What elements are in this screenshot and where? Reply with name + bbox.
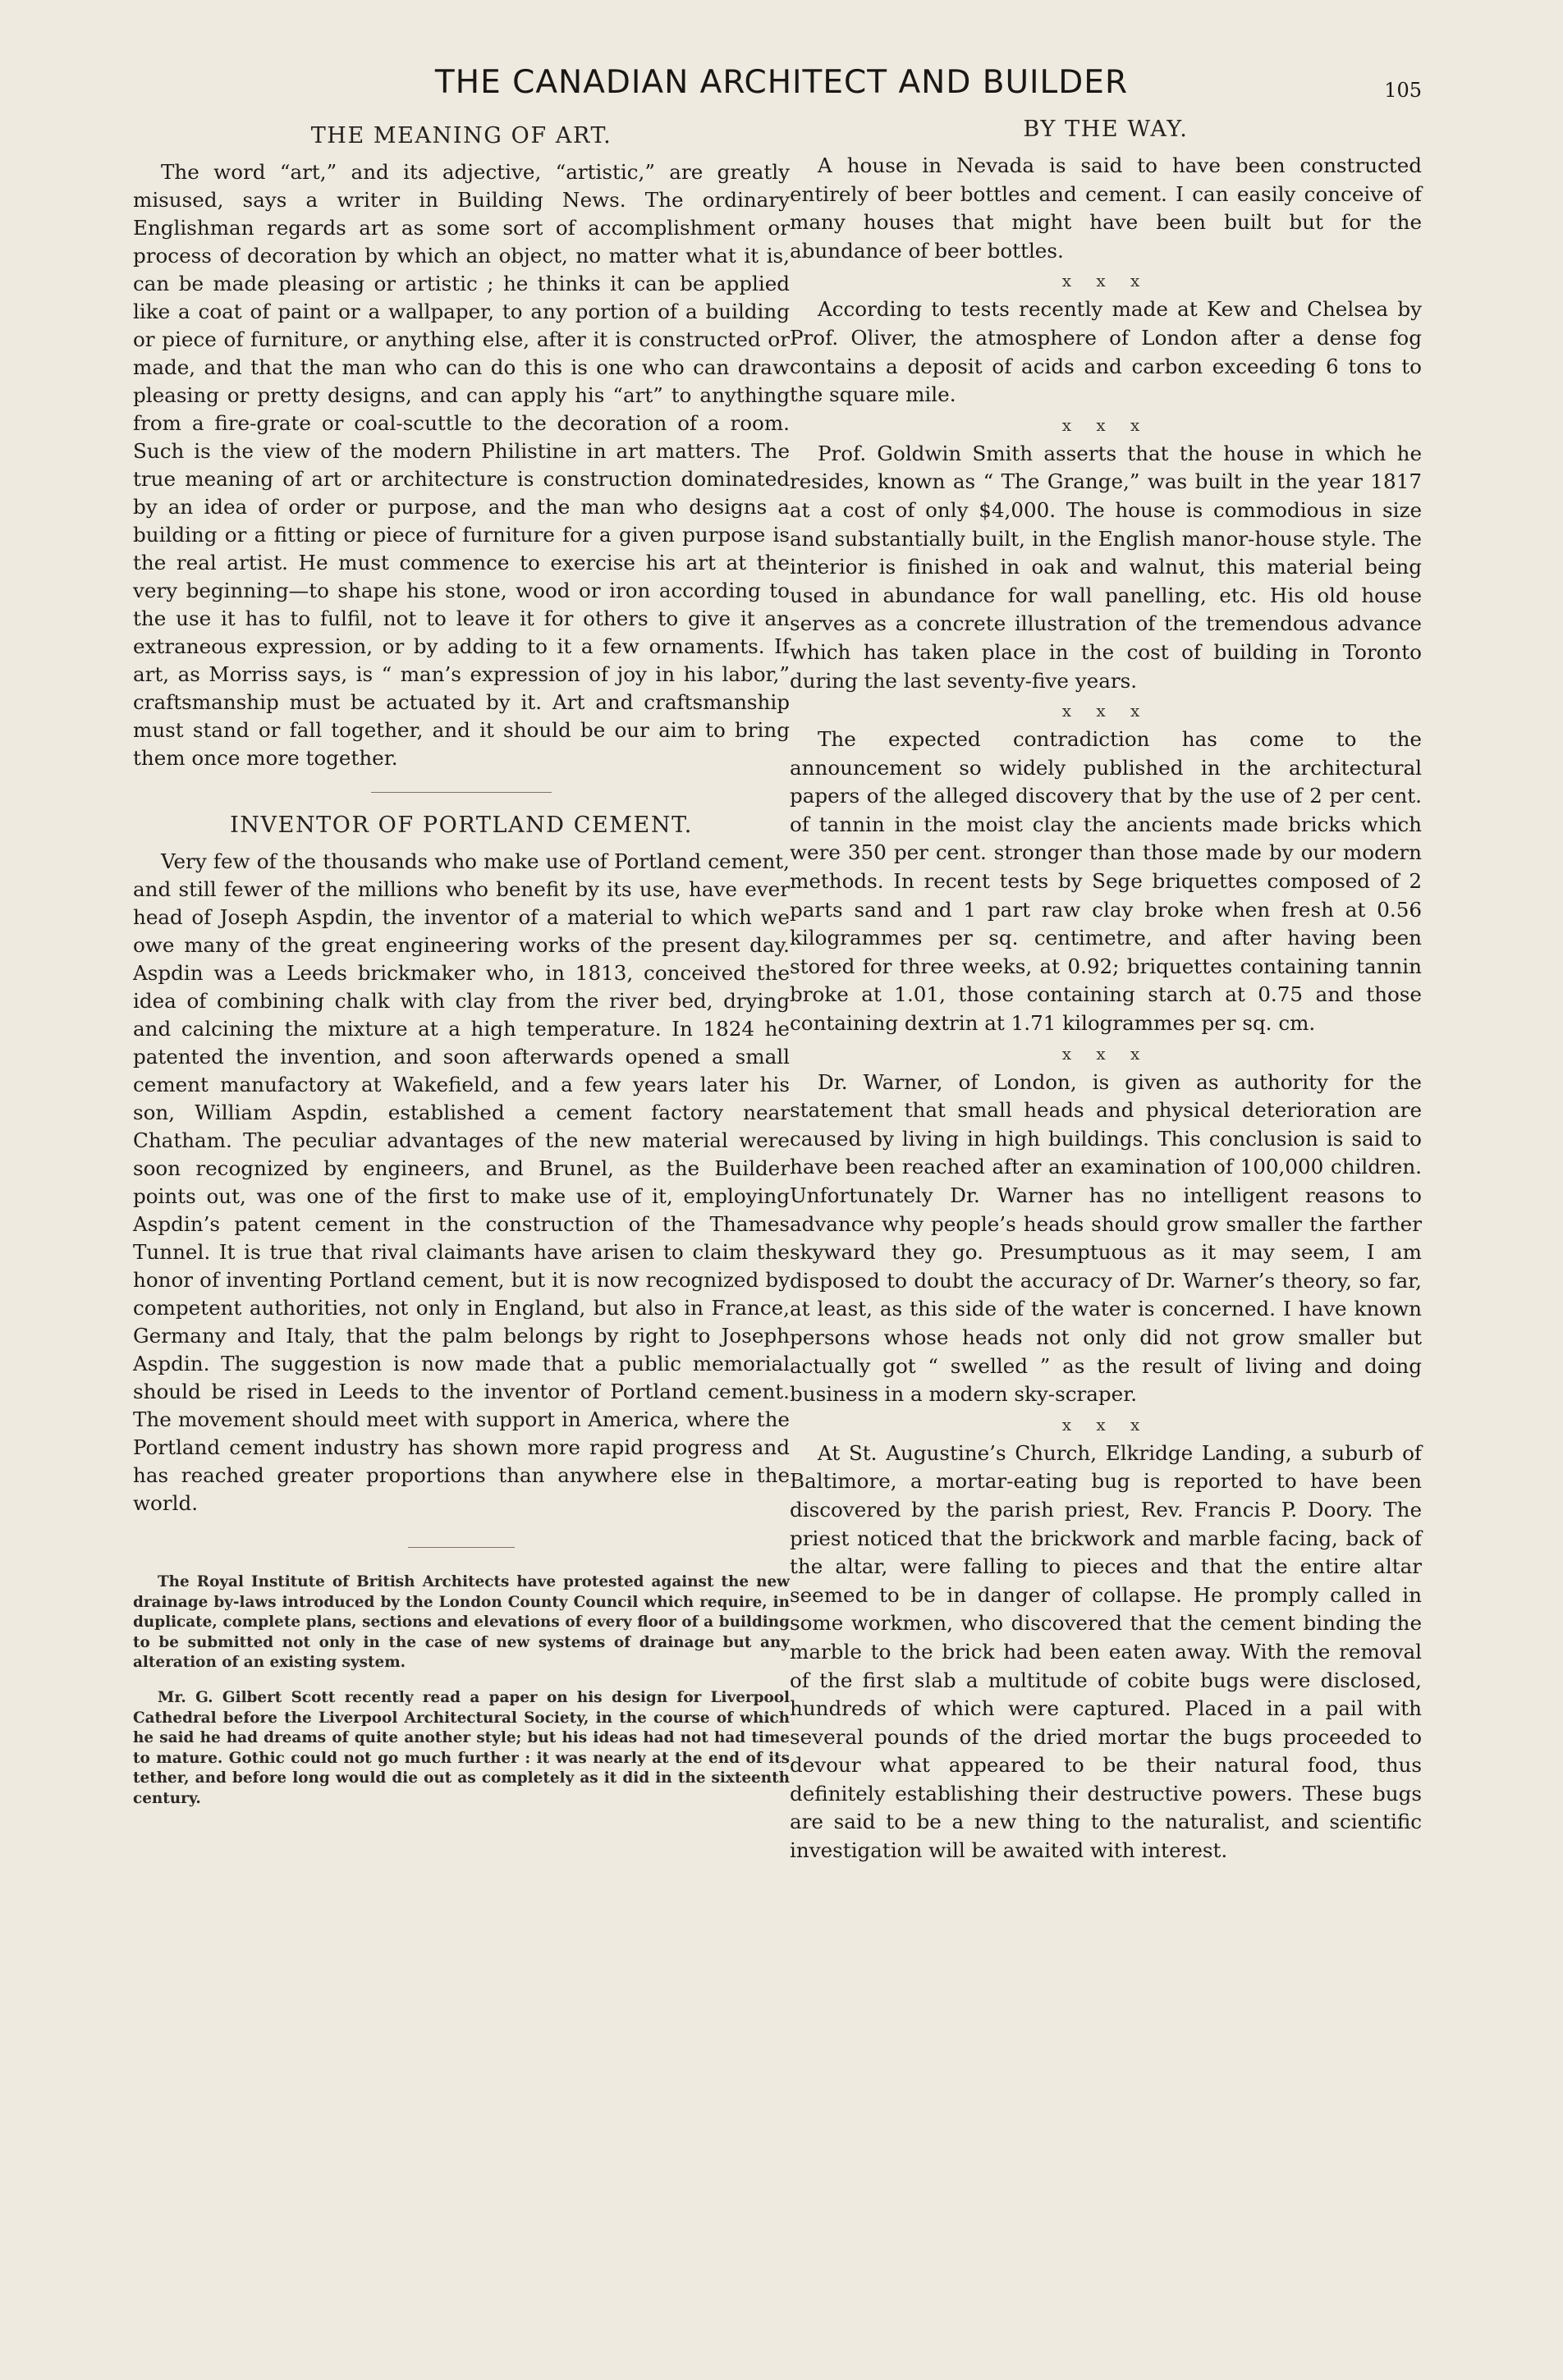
article-paragraph: The word “art,” and its adjective, “artistic,” are greatly misused, says a writer in Building News. The ordinary Englishman regards art as some sort of accomplishment or process of decoration by which an object, no matter what it is, can be made pleasing or artistic ; he thinks it can be applied like a coat of paint or a wallpaper, to any portion of a building or piece of furniture, or anything else, after it is constructed or made, and that the man who can do this is one who can draw pleasing or pretty designs, and can apply his “art” to anything from a fire-grate or coal-scuttle to the decoration of a room. Such is the view of the modern Philistine in art matters. The true meaning of art or architecture is construction dominated by an idea of order or purpose, and the man who designs a building or a fitting or piece of furniture for a given purpose is the real artist. He must commence to exercise his art at the very beginning—to shape his stone, wood or iron according to the use it has to fulfil, not to leave it for others to give it an extraneous expression, or by adding to it a few ornaments. If art, as Morriss says, is “ man’s expression of joy in his labor,” craftsmanship must be actuated by it. Art and craftsmanship must stand or fall together, and it should be our aim to bring them once more together. (133, 160, 790, 770)
item-separator: x x x (1061, 414, 1150, 435)
running-head (0, 64, 1563, 110)
notes (133, 1572, 790, 1810)
item-paragraph: Dr. Warner, of London, is given as authority for the statement that small heads and physical deterioration are caused by living in high buildings. This conclusion is said to have been reached after an examination of 100,000 children. Unfortunately Dr. Warner has no intelligent reasons to advance why people’s heads should grow smaller the farther skyward they go. Presumptuous as it may seem, I am disposed to doubt the accuracy of Dr. Warner’s theory, so far, at least, as this side of the water is concerned. I have known persons whose heads not only did not grow smaller but actually got “ swelled ” as the result of living and doing business in a modern sky-scraper. (790, 1069, 1422, 1407)
item-separator: x x x (1061, 1414, 1150, 1435)
section-divider (371, 792, 552, 793)
item-separator: x x x (1061, 271, 1150, 291)
right-column (790, 117, 1422, 1865)
note-paragraph: The Royal Institute of British Architects have protested against the new drainage by-laws introduced by the London County Council which require, in duplicate, complete plans, sections and elevations of every floor of a building to be submitted not only in the case of new systems of drainage but any alteration of an existing system. (133, 1573, 790, 1672)
column-heading: BY THE WAY. (1023, 117, 1189, 142)
article-paragraph: Very few of the thousands who make use of Portland cement, and still fewer of the millions who benefit by its use, have ever head of Joseph Aspdin, the inventor of a material to which we owe many of the great engineering works of the present day. Aspdin was a Leeds brickmaker who, in 1813, conceived the idea of combining chalk with clay from the river bed, drying and calcining the mixture at a high temperature. In 1824 he patented the invention, and soon afterwards opened a small cement manufactory at Wakefield, and a few years later his son, William Aspdin, established a cement factory near Chatham. The peculiar advantages of the new material were soon recognized by engineers, and Brunel, as the Builder points out, was one of the first to make use of it, employing Aspdin’s patent cement in the construction of the Thames Tunnel. It is true that rival claimants have arisen to claim the honor of inventing Portland cement, but it is now recognized by competent authorities, not only in England, but also in France, Germany and Italy, that the palm belongs by right to Joseph Aspdin. The suggestion is now made that a public memorial should be rised in Leeds to the inventor of Portland cement. The movement should meet with support in America, where the Portland cement industry has shown more rapid progress and has reached greater proportions than anywhere else in the world. (133, 849, 790, 1515)
left-column (133, 117, 790, 1824)
item-paragraph: The expected contradiction has come to the announcement so widely published in the architectural papers of the alleged discovery that by the use of 2 per cent. of tannin in the moist clay the ancients made bricks which were 350 per cent. stronger than those made by our modern methods. In recent tests by Sege briquettes composed of 2 parts sand and 1 part raw clay broke when fresh at 0.56 kilogrammes per sq. centimetre, and after having been stored for three weeks, at 0.92; briquettes containing tannin broke at 1.01, those containing starch at 0.75 and those containing dextrin at 1.71 kilogrammes per sq. cm. (790, 727, 1422, 1036)
article-heading: INVENTOR OF PORTLAND CEMENT. (230, 812, 693, 838)
item-separator: x x x (1061, 1043, 1150, 1064)
item-paragraph: A house in Nevada is said to have been constructed entirely of beer bottles and cement. I can easily conceive of many houses that might have been built but for the abundance of beer bottles. (790, 153, 1422, 263)
article-heading: THE MEANING OF ART. (310, 123, 612, 149)
article-meaning-of-art (133, 123, 790, 772)
section-divider (408, 1547, 515, 1548)
page-number: 105 (1384, 79, 1422, 102)
article-inventor-portland-cement (133, 812, 790, 1517)
item-paragraph: At St. Augustine’s Church, Elkridge Landing, a suburb of Baltimore, a mortar-eating bug is reported to have been discovered by the parish priest, Rev. Francis P. Doory. The priest noticed that the brickwork and marble facing, back of the altar, were falling to pieces and that the entire altar seemed to be in danger of collapse. He promply called in some workmen, who discovered that the cement binding the marble to the brick had been eaten away. With the removal of the first slab a multitude of cobite bugs were disclosed, hundreds of which were captured. Placed in a pail with several pounds of the dried mortar the bugs proceeded to devour what appeared to be their natural food, thus definitely establishing their destructive powers. These bugs are said to be a new thing to the naturalist, and scientific investigation will be awaited with interest. (790, 1440, 1422, 1863)
journal-title: THE CANADIAN ARCHITECT AND BUILDER (434, 64, 1129, 101)
item-separator: x x x (1061, 701, 1150, 721)
note-paragraph: Mr. G. Gilbert Scott recently read a paper on his design for Liverpool Cathedral before the Liverpool Architectural Society, in the course of which he said he had dreams of quite another style; but his ideas had not had time to mature. Gothic could not go much further : it was nearly at the end of its tether, and before long would die out as completely as it did in the sixteenth century. (133, 1688, 790, 1807)
item-paragraph: Prof. Goldwin Smith asserts that the house in which he resides, known as “ The Grange,” was built in the year 1817 at a cost of only $4,000. The house is commodious in size and substantially built, in the English manor-house style. The interior is finished in oak and walnut, this material being used in abundance for wall panelling, etc. His old house serves as a concrete illustration of the tremendous advance which has taken place in the cost of building in Toronto during the last seventy-five years. (790, 441, 1422, 693)
item-paragraph: According to tests recently made at Kew and Chelsea by Prof. Oliver, the atmosphere of London after a dense fog contains a deposit of acids and carbon exceeding 6 tons to the square mile. (790, 297, 1422, 407)
